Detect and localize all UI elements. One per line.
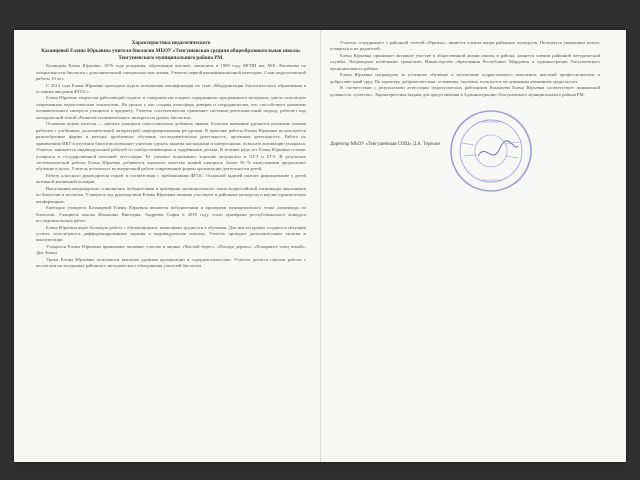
paragraph: Уроки Елены Юрьевны отличаются высоким уровнем организации и содержательностью. Учитель делится опытом работы с коллегами на заседаниях районного методического объединения учителей биологии.	[36, 256, 306, 269]
paragraph: Основная задача учителя — научить учащихся самостоятельно добывать знания. Большое внимание уделяется развитию умения работать с учебником, дополнительной литературой, информационными ресурсами. В практике работы Елены Юрьевны используются разнообразные формы и методы: проблемное обучение, исследовательская деятельность, проектная деятельность. Работа по применению ИКТ в изучении биологии позволяет учителю сделать занятия наглядными и интересными, повысить мотивацию учащихся. Учитель занимается индивидуальной работой со слабоуспевающими и одарёнными детьми. В течение ряда лет Елена Юрьевна готовит учащихся к государственной итоговой аттестации. Её ученики показывают хорошие результаты в ОГЭ и ЕГЭ. В результате систематической работы Елена Юрьевна добивается хорошего качества знаний учащихся. Более 50 % выпускников продолжают обучение в вузах. Учитель использует во внеурочной работе современные формы организации деятельности детей.	[36, 121, 306, 172]
signature-line: Директор МБОУ «Тенгушевская СОШ» Д.А. Терехин	[330, 142, 440, 148]
paragraph: Елена Юрьевна ведёт большую работу с обучающимися, имеющими трудности в обучении. Для них на уроках создаются ситуации успеха, используются дифференцированные задания и индивидуальная помощь. Учитель проводит дополнительные занятия и консультации.	[36, 224, 306, 243]
left-page	[36, 40, 306, 450]
page-fold	[320, 30, 321, 462]
school-seal-stamp-icon	[448, 108, 534, 194]
scanned-document	[14, 30, 626, 462]
paragraph: Елена Юрьевна принимает активное участие в общественной жизни школы и района, является членом районной методической службы. Награждена почётными грамотами Министерства образования Республики Мордовия и администрации Тенгушевского муниципального района.	[330, 52, 600, 71]
paragraph: Елена Юрьевна творчески работающий педагог, в совершенстве владеет содержанием программного материала, умело использует современные педагогические технологии. На уроках у нее создана атмосфера доверия и сотрудничества, что способствует развитию познавательного интереса учащихся к предмету. Учитель систематически применяет системно-деятельностный подход, работает над методической темой «Развитие познавательного интереса на уроках биологии».	[36, 95, 306, 120]
right-page	[330, 40, 600, 450]
document-title: Характеристика педагогического	[131, 40, 211, 46]
paragraph: Елена Юрьевна награждена за успешное обучение и воспитание подрастающего поколения, высокий профессионализм и добросовестный труд. По характеру доброжелательна, отзывчива, тактична, пользуется заслуженным уважением среди коллег.	[330, 72, 600, 84]
paragraph: Казанцева Елена Юрьевна, 1976 года рождения, образование высшее, закончила в 1998 году МГПИ им. М.Е. Евсевьева по специальности биология с дополнительной специальностью химия. Учитель первой квалификационной категории. Стаж педагогической работы 19 лет.	[36, 63, 306, 82]
paragraph: В соответствии с результатами аттестации педагогических работников Казанцева Елена Юрьевна соответствует занимаемой должности «учитель». Характеристика выдана для представления в Администрацию Тенгушевского муниципального района РМ.	[330, 85, 600, 97]
paragraph: Ежегодно учащиеся Казанцевой Елены Юрьевны являются победителями и призёрами муниципального этапа олимпиады по биологии. Учащиеся школы Ивашкина Виктория, Андреева Софья в 2016 году стали призёрами республиканского конкурса исследовательских работ.	[36, 205, 306, 224]
paragraph: Учитель сотрудничает с районной газетой «Призыв», является членом жюри районных конкурсов. Пользуется уважением коллег, учащихся и их родителей.	[330, 40, 600, 52]
paragraph: Выпускники неоднократно становились победителями и призёрами муниципального этапа всероссийской олимпиады школьников по биологии и экологии. Учащиеся под руководством Елены Юрьевны активно участвуют в районных конкурсах и научно-практических конференциях.	[36, 185, 306, 204]
paragraph: Учащиеся Елены Юрьевны принимают активное участие в акциях «Чистый берег», «Посади дерево», «Покормите птиц зимой», Дне Земли.	[36, 243, 306, 256]
paragraph: Работу классного руководителя строит в соответствии с требованиями ФГОС. Основной задачей считает формирование у детей активной жизненной позиции.	[36, 172, 306, 185]
document-heading: Казанцевой Елены Юрьевны учителя биологии МБОУ «Тенгушевская средняя общеобразовательная школа» Тенгушевского муниципального района РМ.	[41, 48, 301, 61]
signature-block	[330, 142, 600, 148]
paragraph: С 2014 года Елена Юрьевна проходила курсы повышения квалификации по теме «Модернизация биологического образования в условиях введения ФГОС».	[36, 82, 306, 95]
